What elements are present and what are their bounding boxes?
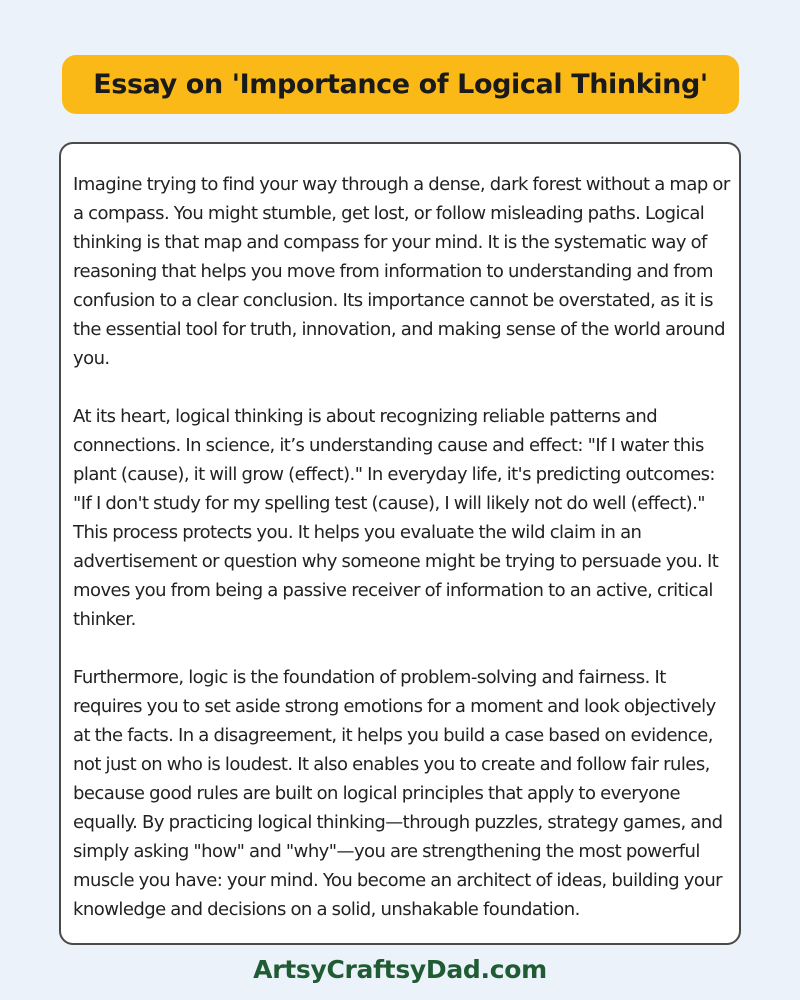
footer-brand: ArtsyCraftsyDad.com xyxy=(253,955,547,984)
essay-paragraph-2: At its heart, logical thinking is about recognizing reliable patterns and connections. In science, it’s understanding cause and effect: "If I water this plant (cause), it will grow (effect)." In everyday life, it's predicting outcomes: "If I don't study for my spelling test (cause), I will likely not do well (effect)." This process protects you. It helps you evaluate the wild claim in an advertisement or question why someone might be trying to persuade you. It moves you from being a passive receiver of information to an active, critical thinker. xyxy=(73,406,719,630)
essay-card xyxy=(59,142,741,945)
page-title: Essay on 'Importance of Logical Thinking' xyxy=(93,69,708,100)
title-banner xyxy=(62,55,739,114)
essay-paragraph-3: Furthermore, logic is the foundation of problem-solving and fairness. It requires you to set aside strong emotions for a moment and look objectively at the facts. In a disagreement, it helps you build a case based on evidence, not just on who is loudest. It also enables you to create and follow fair rules, because good rules are built on logical principles that apply to everyone equally. By practicing logical thinking—through puzzles, strategy games, and simply asking "how" and "why"—you are strengthening the most powerful muscle you have: your mind. You become an architect of ideas, building your knowledge and decisions on a solid, unshakable foundation. xyxy=(73,667,723,920)
essay-paragraph-1: Imagine trying to find your way through a dense, dark forest without a map or a compass. You might stumble, get lost, or follow misleading paths. Logical thinking is that map and compass for your mind. It is the systematic way of reasoning that helps you move from information to understanding and from confusion to a clear conclusion. Its importance cannot be overstated, as it is the essential tool for truth, innovation, and making sense of the world around you. xyxy=(73,174,730,369)
